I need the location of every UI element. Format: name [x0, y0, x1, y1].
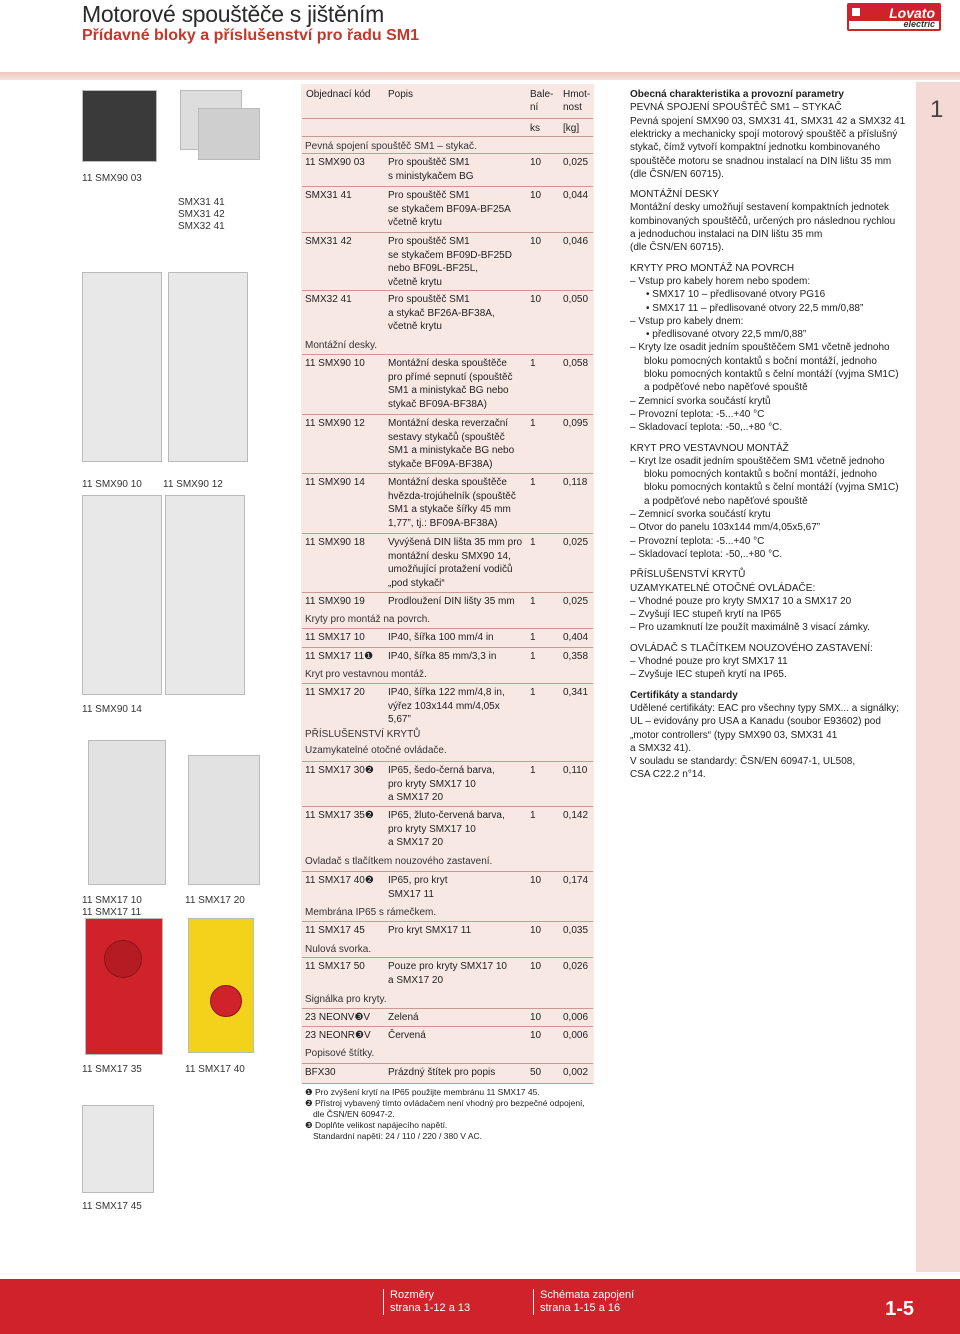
weight: 0,006	[563, 1030, 589, 1041]
table-section-title: Ovladač s tlačítkem nouzového zastavení.	[305, 856, 493, 867]
order-code: SMX31 42	[305, 236, 352, 247]
table-section-title: Kryty pro montáž na povrch.	[305, 614, 431, 625]
table-divider	[302, 1063, 593, 1064]
body-text-line: Pevná spojení SMX90 03, SMX31 41, SMX31 42 a SMX32 41	[630, 115, 906, 127]
lovato-logo	[847, 3, 941, 31]
table-section-title: Popisové štítky.	[305, 1048, 375, 1059]
footer-dimensions-link[interactable]	[383, 1289, 470, 1315]
body-text-line: – Zvyšuje IEC stupeň krytí na IP65.	[630, 669, 787, 681]
table-section-title: Pevná spojení spouštěč SM1 – stykač.	[305, 141, 477, 152]
weight: 0,002	[563, 1067, 589, 1078]
body-text-line: bloku pomocných kontaktů s čelní montáží (vyjma SM1C)	[644, 482, 899, 494]
weight: 0,404	[563, 632, 589, 643]
product-caption: 11 SMX17 10	[82, 895, 142, 906]
table-divider	[302, 592, 593, 593]
description-line: Prázdný štítek pro popis	[388, 1067, 496, 1078]
body-text-line: – Zvyšují IEC stupeň krytí na IP65	[630, 609, 782, 621]
order-code: 11 SMX90 18	[305, 537, 365, 548]
body-text-line: spouštěče motoru se snadnou instalací na DIN lištu 35 mm	[630, 155, 892, 167]
product-caption: SMX31 42	[178, 209, 225, 220]
description-line: včetně krytu	[388, 321, 442, 332]
description-line: pro kryty SMX17 10	[388, 823, 476, 835]
description-line: se stykačem BF09A-BF25A	[388, 203, 511, 215]
description-line: pro kryty SMX17 10	[388, 778, 476, 790]
description-line: Pro spouštěč SM1	[388, 190, 470, 201]
body-text-line: elektricky a mechanicky spojí motorový spouštěč a příslušný	[630, 128, 898, 140]
pack-qty: 1	[530, 810, 536, 821]
body-text-line: – Provozní teplota: -5...+40 °C	[630, 535, 765, 547]
body-text-line: bloku pomocných kontaktů s čelní montáží (vyjma SM1C)	[644, 369, 899, 380]
description-line: hvězda-trojúhelník (spouštěč	[388, 490, 516, 502]
description-line: včetně krytu	[388, 217, 442, 228]
description-line: stykače BF09A-BF38A)	[388, 458, 493, 470]
red-rotary-handle-image	[104, 940, 142, 978]
table-divider	[302, 871, 593, 872]
footnote: dle ČSN/EN 60947-2.	[313, 1109, 395, 1119]
table-divider	[302, 1026, 593, 1027]
description-line: a SMX17 20	[388, 792, 444, 803]
product-caption: 11 SMX17 35	[82, 1064, 142, 1075]
top-divider-bar	[0, 72, 960, 80]
product-caption: 11 SMX17 40	[185, 1064, 245, 1075]
order-code: SMX31 41	[305, 190, 352, 201]
body-text-line: • SMX17 10 – předlisované otvory PG16	[646, 289, 826, 301]
body-text-line: • předlisované otvory 22,5 mm/0,88”	[646, 329, 807, 341]
weight: 0,358	[563, 651, 589, 662]
product-caption: 11 SMX90 10	[82, 479, 142, 490]
description-line: Pro spouštěč SM1	[388, 157, 470, 168]
description-line: s ministykačem BG	[388, 170, 474, 182]
pack-qty: 1	[530, 765, 536, 776]
weight: 0,174	[563, 875, 589, 886]
header-order-code: Objednací kód	[306, 89, 371, 100]
body-text-line: a podpěťové nebo napěťové spouště	[644, 495, 808, 507]
logo-bottom-text: electric	[903, 19, 935, 29]
description-line: SM1 a ministykač BG nebo	[388, 385, 509, 396]
pack-qty: 1	[530, 537, 536, 548]
weight: 0,058	[563, 358, 589, 369]
pack-qty: 50	[530, 1067, 542, 1078]
body-text-line: – Vhodné pouze pro kryty SMX17 10 a SMX17 20	[630, 595, 852, 607]
description-line: 5,67”	[388, 714, 411, 725]
description-line: Zelená	[388, 1012, 419, 1023]
product-image	[88, 740, 166, 885]
order-code: 11 SMX90 12	[305, 418, 365, 429]
description-line: IP40, šířka 100 mm/4 in	[388, 632, 494, 643]
table-divider	[302, 533, 593, 534]
order-code: 11 SMX90 14	[305, 477, 365, 488]
product-caption: 11 SMX90 12	[163, 479, 223, 490]
weight: 0,025	[563, 596, 589, 607]
table-divider	[302, 473, 593, 474]
body-text-line: – Pro uzamknutí lze použít maximálně 3 visací zámky.	[630, 622, 870, 634]
body-text-line: • SMX17 11 – předlisované otvory 22,5 mm/0,88”	[646, 302, 864, 314]
order-code: 11 SMX90 10	[305, 358, 365, 369]
table-divider	[302, 957, 593, 958]
description-line: IP40, šířka 85 mm/3,3 in	[388, 651, 497, 662]
weight: 0,110	[563, 765, 588, 776]
description-line: sestavy stykačů (spouštěč	[388, 431, 505, 443]
description-line: a SMX17 20	[388, 837, 444, 848]
pack-qty: 1	[530, 632, 536, 643]
description-line: nebo BF09L-BF25L,	[388, 263, 479, 274]
body-text-line: MONTÁŽNÍ DESKY	[630, 189, 719, 201]
product-image	[82, 1105, 154, 1193]
table-section-title: Kryt pro vestavnou montáž.	[305, 669, 427, 680]
footnote: ❶ Pro zvýšení krytí na IP65 použijte membránu 11 SMX17 45.	[305, 1087, 540, 1097]
pack-qty: 10	[530, 190, 542, 201]
footer-wiring-pages: strana 1-15 a 16	[540, 1302, 621, 1314]
pack-qty: 10	[530, 294, 542, 305]
product-image	[82, 90, 157, 162]
product-caption: 11 SMX17 11	[82, 907, 142, 918]
table-section-title: Signálka pro kryty.	[305, 994, 387, 1005]
description-line: se stykačem BF09D-BF25D	[388, 249, 512, 261]
description-line: a stykač BF26A-BF38A,	[388, 307, 495, 319]
table-divider	[302, 118, 593, 119]
footnote: Standardní napětí: 24 / 110 / 220 / 380 V AC.	[313, 1131, 483, 1141]
pack-qty: 10	[530, 925, 542, 936]
footer-wiring-link[interactable]	[533, 1289, 634, 1315]
pack-qty: 10	[530, 157, 542, 168]
body-text-line: – Kryty lze osadit jedním spouštěčem SM1 včetně jednoho	[630, 342, 890, 354]
table-divider	[302, 186, 593, 187]
description-line: Červená	[388, 1030, 426, 1041]
table-divider	[302, 232, 593, 233]
body-text-line: Montážní desky umožňují sestavení kompaktních jednotek	[630, 202, 890, 214]
description-line: pro přímé sepnutí (spouštěč	[388, 371, 513, 383]
footer-dimensions-pages: strana 1-12 a 13	[390, 1302, 471, 1314]
description-line: umožňující protažení vodičů	[388, 564, 513, 575]
section-heading: Obecná charakteristika a provozní parametry	[630, 89, 844, 100]
body-text-line: – Provozní teplota: -5...+40 °C	[630, 408, 765, 420]
body-text-line: OVLÁDAČ S TLAČÍTKEM NOUZOVÉHO ZASTAVENÍ:	[630, 642, 873, 654]
page-subtitle: Přídavné bloky a příslušenství pro řadu SM1	[82, 27, 419, 44]
description-line: IP65, pro kryt	[388, 875, 448, 886]
product-image	[168, 272, 248, 462]
body-text-line: (dle ČSN/EN 60715).	[630, 242, 724, 254]
description-line: „pod stykači“	[388, 577, 445, 589]
weight: 0,046	[563, 236, 589, 247]
order-code: 11 SMX90 03	[305, 157, 365, 168]
description-line: Vyvýšená DIN lišta 35 mm pro	[388, 537, 523, 548]
body-text-line: KRYTY PRO MONTÁŽ NA POVRCH	[630, 262, 795, 274]
body-text-line: – Skladovací teplota: -50,..+80 °C.	[630, 422, 783, 434]
product-image	[85, 918, 163, 1055]
header-kg: [kg]	[563, 123, 580, 134]
table-divider	[302, 1083, 593, 1084]
table-section-title: Montážní desky.	[305, 340, 378, 351]
body-text-line: (dle ČSN/EN 60715).	[630, 168, 724, 180]
product-image	[82, 495, 162, 695]
body-text-line: UZAMYKATELNÉ OTOČNÉ OVLÁDAČE:	[630, 582, 816, 594]
body-text-line: – Vhodné pouze pro kryt SMX17 11	[630, 656, 788, 667]
table-divider	[302, 290, 593, 291]
table-divider	[302, 414, 593, 415]
product-caption: 11 SMX17 45	[82, 1201, 142, 1212]
product-caption: 11 SMX90 14	[82, 704, 142, 715]
footnote: ❷ Přístroj vybavený tímto ovládačem není vhodný pro bezpečné odpojení,	[305, 1098, 585, 1108]
weight: 0,095	[563, 418, 589, 429]
description-line: SMX17 11	[388, 888, 434, 900]
order-code: 11 SMX17 20	[305, 687, 365, 698]
header-pack-1: Bale-	[530, 89, 554, 100]
body-text-line: UL – evidovány pro USA a Kanadu (soubor E93602) pod	[630, 716, 881, 728]
footer-wiring-title: Schémata zapojení	[540, 1289, 635, 1301]
table-divider	[302, 683, 593, 684]
description-line: včetně krytu	[388, 276, 442, 288]
weight: 0,142	[563, 810, 589, 821]
pack-qty: 1	[530, 651, 536, 662]
product-image	[188, 755, 260, 885]
description-line: montážní desku SMX90 14,	[388, 550, 511, 562]
pack-qty: 1	[530, 358, 536, 369]
order-code: 11 SMX17 50	[305, 961, 365, 972]
header-pack-2: ní	[530, 102, 539, 113]
body-text-line: bloku pomocných kontaktů s boční montáží, jednoho	[644, 469, 877, 481]
table-section-title: PŘÍSLUŠENSTVÍ KRYTŮ	[305, 729, 421, 740]
side-tab	[916, 82, 960, 1272]
weight: 0,025	[563, 157, 589, 168]
body-text-line: KRYT PRO VESTAVNOU MONTÁŽ	[630, 442, 789, 454]
body-text-line: „motor controllers“ (typy SMX90 03, SMX31 41	[630, 729, 838, 741]
pack-qty: 1	[530, 687, 536, 698]
logo-top-text: Lovato	[889, 5, 935, 21]
body-text-line: – Zemnicí svorka součástí krytu	[630, 509, 771, 520]
body-text-line: – Vstup pro kabely dnem:	[630, 315, 744, 327]
footnote: ❸ Doplňte velikost napájecího napětí.	[305, 1120, 448, 1130]
page-number: 1-5	[885, 1298, 914, 1320]
description-line: IP65, žluto-červená barva,	[388, 810, 505, 821]
body-text-line: stykač, čímž vytvoří kompaktní jednotku kombinovaného	[630, 142, 881, 154]
header-weight-1: Hmot-	[563, 89, 591, 100]
product-image	[165, 495, 245, 695]
emergency-stop-button-image	[210, 985, 242, 1017]
weight: 0,035	[563, 925, 589, 936]
weight: 0,050	[563, 294, 589, 305]
header-ks: ks	[530, 123, 540, 134]
body-text-line: V souladu se standardy: ČSN/EN 60947-1, UL508,	[630, 756, 856, 768]
table-divider	[302, 1008, 593, 1009]
pack-qty: 10	[530, 961, 542, 972]
order-code: 11 SMX17 35❷	[305, 810, 374, 821]
header-weight-2: nost	[563, 102, 582, 113]
table-divider	[302, 628, 593, 629]
body-text-line: a podpěťové nebo napěťové spouště	[644, 382, 808, 394]
body-text-line: a jednoduchou instalaci na DIN lištu 35 mm	[630, 229, 823, 240]
pack-qty: 10	[530, 1030, 542, 1041]
footer-bar	[0, 1279, 960, 1334]
table-divider	[302, 761, 593, 762]
order-code: 23 NEONR❸V	[305, 1030, 371, 1041]
body-text-line: – Otvor do panelu 103x144 mm/4,05x5,67”	[630, 522, 821, 534]
body-text-line: PEVNÁ SPOJENÍ SPOUŠTĚČ SM1 – STYKAČ	[630, 102, 842, 114]
pack-qty: 10	[530, 1012, 542, 1023]
description-line: Pro spouštěč SM1	[388, 236, 470, 247]
pack-qty: 1	[530, 596, 536, 607]
description-line: Montážní deska spouštěče	[388, 477, 507, 488]
body-text-line: kombinovaných spouštěčů, určených pro následnou rychlou	[630, 215, 896, 227]
body-text-line: – Kryt lze osadit jedním spouštěčem SM1 včetně jednoho	[630, 455, 885, 467]
pack-qty: 10	[530, 236, 542, 247]
description-line: Montážní deska reverzační	[388, 418, 509, 429]
description-line: stykač BF09A-BF38A)	[388, 398, 487, 410]
product-caption: 11 SMX90 03	[82, 173, 142, 184]
product-cover-image	[198, 108, 260, 160]
description-line: 1,77”, tj.: BF09A-BF38A)	[388, 517, 498, 529]
order-code: 11 SMX17 45	[305, 925, 365, 936]
order-code: BFX30	[305, 1067, 336, 1078]
description-line: IP40, šířka 122 mm/4,8 in,	[388, 687, 505, 698]
description-line: Pro spouštěč SM1	[388, 294, 470, 305]
order-code: 11 SMX17 30❷	[305, 765, 374, 776]
description-line: Prodloužení DIN lišty 35 mm	[388, 596, 515, 607]
table-section-title: Nulová svorka.	[305, 944, 372, 955]
body-text-line: Udělené certifikáty: EAC pro všechny typy SMX... a signálky;	[630, 702, 899, 714]
description-line: Pouze pro kryty SMX17 10	[388, 961, 507, 972]
table-section-title: Uzamykatelné otočné ovládače.	[305, 745, 447, 756]
description-line: SM1 a stykače šířky 45 mm	[388, 504, 511, 515]
description-line: Montážní deska spouštěče	[388, 358, 507, 369]
description-line: Pro kryt SMX17 11	[388, 925, 472, 936]
body-text-line: – Zemnicí svorka součástí krytů	[630, 395, 771, 407]
table-section-title: Membrána IP65 s rámečkem.	[305, 907, 437, 918]
pack-qty: 1	[530, 477, 536, 488]
body-text-line: – Skladovací teplota: -50,..+80 °C.	[630, 548, 783, 560]
body-text-line: PŘÍSLUŠENSTVÍ KRYTŮ	[630, 569, 746, 581]
description-line: IP65, šedo-černá barva,	[388, 765, 495, 776]
table-divider	[302, 647, 593, 648]
description-line: a SMX17 20	[388, 974, 444, 986]
order-code: 11 SMX17 11❶	[305, 651, 374, 662]
product-image	[82, 272, 162, 462]
table-divider	[302, 806, 593, 807]
pack-qty: 1	[530, 418, 536, 429]
weight: 0,026	[563, 961, 589, 972]
order-code: 23 NEONV❸V	[305, 1012, 371, 1023]
description-line: výřez 103x144 mm/4,05x	[388, 700, 500, 712]
order-code: 11 SMX17 10	[305, 632, 365, 643]
section-heading: Certifikáty a standardy	[630, 689, 738, 701]
weight: 0,118	[563, 477, 588, 488]
order-code: 11 SMX90 19	[305, 596, 365, 607]
body-text-line: a SMX32 41).	[630, 742, 692, 754]
table-divider	[302, 354, 593, 355]
weight: 0,006	[563, 1012, 589, 1023]
body-text-line: bloku pomocných kontaktů s boční montáží, jednoho	[644, 355, 877, 367]
body-text-line: CSA C22.2 n°14.	[630, 769, 706, 781]
order-code: SMX32 41	[305, 294, 352, 305]
table-divider	[302, 153, 593, 154]
product-caption: SMX32 41	[178, 221, 225, 232]
product-caption: SMX31 41	[178, 197, 225, 208]
pack-qty: 10	[530, 875, 542, 886]
weight: 0,025	[563, 537, 589, 548]
description-line: SM1 a ministykače BG nebo	[388, 445, 515, 456]
weight: 0,044	[563, 190, 589, 201]
weight: 0,341	[563, 687, 589, 698]
page-title: Motorové spouštěče s jištěním	[82, 1, 384, 27]
side-tab-number: 1	[930, 96, 944, 123]
order-code: 11 SMX17 40❷	[305, 875, 374, 886]
body-text-line: – Vstup pro kabely horem nebo spodem:	[630, 275, 811, 287]
footer-dimensions-title: Rozměry	[390, 1289, 435, 1301]
table-divider	[302, 136, 593, 137]
table-divider	[302, 921, 593, 922]
product-caption: 11 SMX17 20	[185, 895, 245, 906]
header-description: Popis	[388, 89, 414, 100]
